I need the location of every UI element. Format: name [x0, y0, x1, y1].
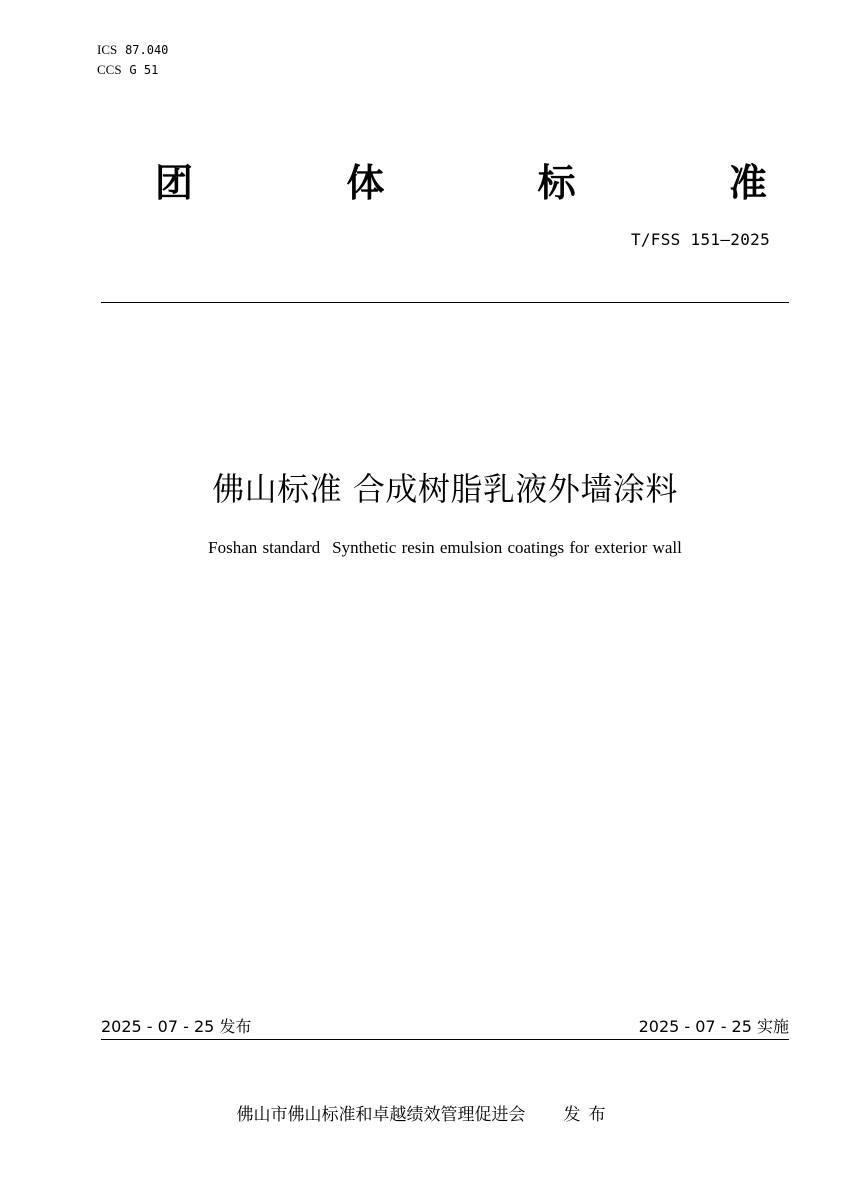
implementation-date: 2025 - 07 - 25 实施 [638, 1017, 789, 1036]
standard-type-char: 标 [537, 161, 576, 205]
standard-type-heading [155, 158, 767, 208]
ccs-code-row [97, 60, 168, 80]
classification-codes [97, 40, 168, 80]
document-title-english [0, 538, 850, 558]
issue-date: 2025 - 07 - 25 发布 [101, 1017, 252, 1036]
english-title-main: Synthetic resin emulsion coatings for exterior wall [332, 538, 682, 557]
standard-type-char: 团 [155, 161, 194, 205]
dates-row [101, 1014, 789, 1038]
ics-value: 87.040 [125, 43, 169, 57]
publisher-line [0, 1100, 850, 1125]
ccs-label: CCS [97, 62, 122, 77]
publisher-suffix: 发布 [563, 1105, 614, 1125]
ics-code-row [97, 40, 168, 60]
ics-label: ICS [97, 42, 118, 57]
ccs-value: G 51 [129, 63, 159, 77]
publisher-name: 佛山市佛山标准和卓越绩效管理促进会 [236, 1105, 526, 1125]
english-title-prefix: Foshan standard [208, 538, 321, 557]
standard-number: T/FSS 151—2025 [630, 230, 770, 249]
header-divider [101, 302, 789, 303]
standard-type-char: 准 [728, 161, 767, 205]
footer-divider [101, 1039, 789, 1040]
document-title-chinese: 佛山标准 合成树脂乳液外墙涂料 [212, 470, 678, 508]
standard-type-char: 体 [346, 161, 385, 205]
